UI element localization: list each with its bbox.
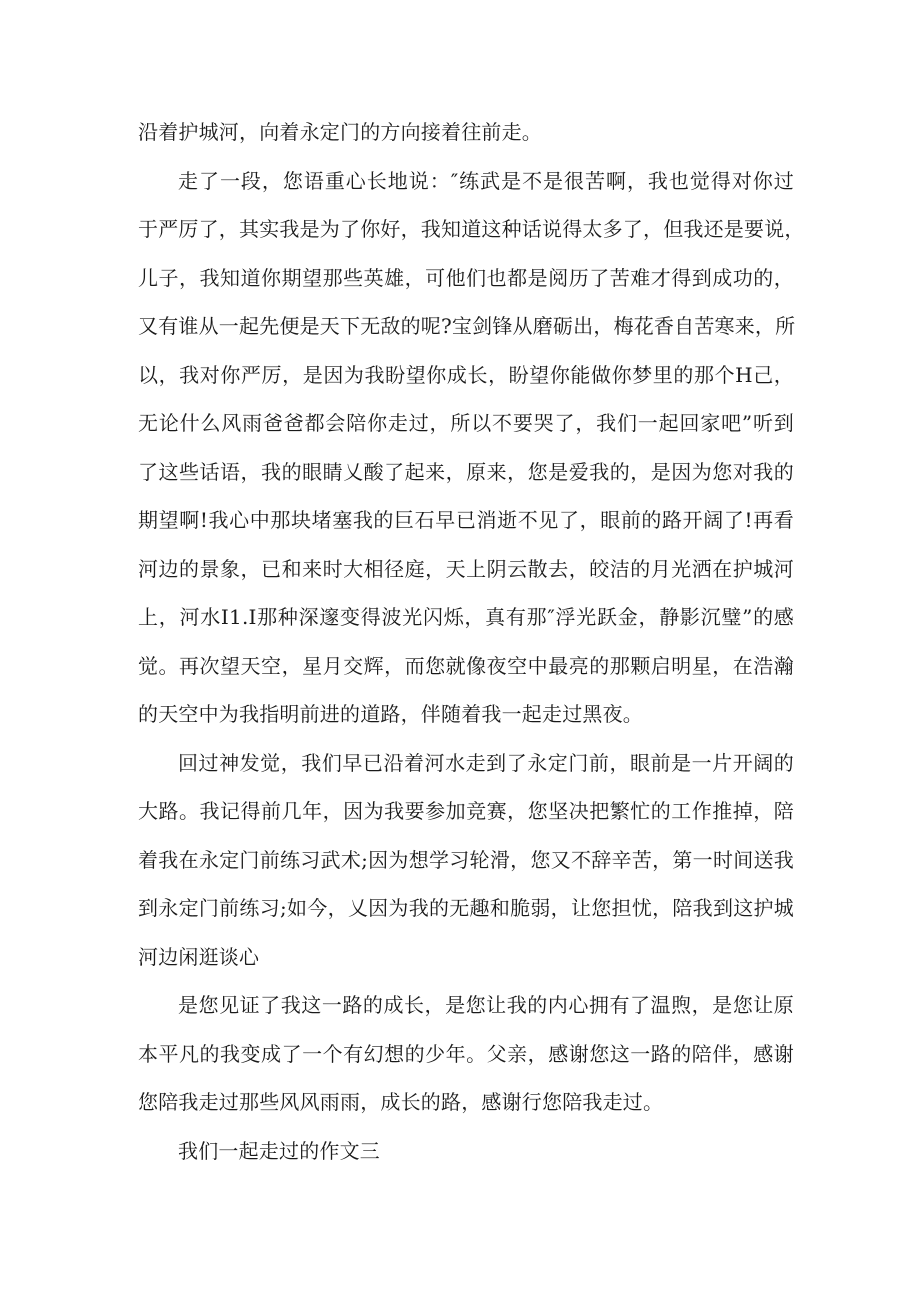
text-line: 了这些话语，我的眼睛乂酸了起来，原来，您是爱我的，是因为您对我的 <box>138 459 794 484</box>
text-line: 回过神发觉，我们早已沿着河水走到了永定门前，眼前是一片开阔的 <box>178 750 794 775</box>
text-line: 觉。再次望天空，星月交辉，而您就像夜空中最亮的那颗启明星，在浩瀚 <box>138 653 794 678</box>
text-line: 又有谁从一起先便是天下无敌的呢?宝剑锋从磨砺出，梅花香自苦寒来，所 <box>138 314 796 338</box>
text-line: 无论什么风雨爸爸都会陪你走过，所以不要哭了，我们一起回家吧”听到 <box>138 411 794 435</box>
document-body <box>138 108 805 1175</box>
section-heading: 我们一起走过的作文三 <box>178 1138 380 1163</box>
text-line: 着我在永定门前练习武术;因为想学习轮滑，您又不辞辛苦，第一时间送我 <box>138 847 794 872</box>
text-line: 走了一段，您语重心长地说：″练武是不是很苦啊，我也觉得对你过 <box>178 168 794 193</box>
text-line: 上，河水I1.I那种深邃变得波光闪烁，真有那″浮光跃金，静影沉璧”的感 <box>138 605 794 629</box>
text-line: 沿着护城河，向着永定门的方向接着往前走。 <box>138 120 542 144</box>
text-line: 大路。我记得前几年，因为我要参加竞赛，您坚决把繁忙的工作推掉，陪 <box>138 799 794 823</box>
text-line: 以，我对你严厉，是因为我盼望你成长，盼望你能做你梦里的那个H己， <box>138 362 794 387</box>
text-line: 到永定门前练习;如今，乂因为我的无趣和脆弱，让您担忧，陪我到这护城 <box>138 896 794 920</box>
text-line: 的天空中为我指明前进的道路，伴随着我一起走过黑夜。 <box>138 702 643 726</box>
text-line: 您陪我走过那些风风雨雨，成长的路，感谢行您陪我走过。 <box>138 1090 664 1114</box>
text-line: 期望啊!我心中那块堵塞我的巨石早已消逝不见了，眼前的路开阔了!再看 <box>138 508 794 532</box>
text-line: 儿子，我知道你期望那些英雄，可他们也都是阅历了苦难才得到成功的， <box>138 265 794 290</box>
text-line: 河边的景象，已和来时大相径庭，天上阴云散去，皎洁的月光洒在护城河 <box>138 556 794 581</box>
text-line: 于严厉了，其实我是为了你好，我知道这种话说得太多了，但我还是要说， <box>138 217 805 241</box>
text-line: 本平凡的我变成了一个有幻想的少年。父亲，感谢您这一路的陪伴，感谢 <box>138 1041 794 1066</box>
text-line: 河边闲逛谈心 <box>138 944 260 969</box>
text-line: 是您见证了我这一路的成长，是您让我的内心拥有了温煦，是您让原 <box>178 993 794 1017</box>
